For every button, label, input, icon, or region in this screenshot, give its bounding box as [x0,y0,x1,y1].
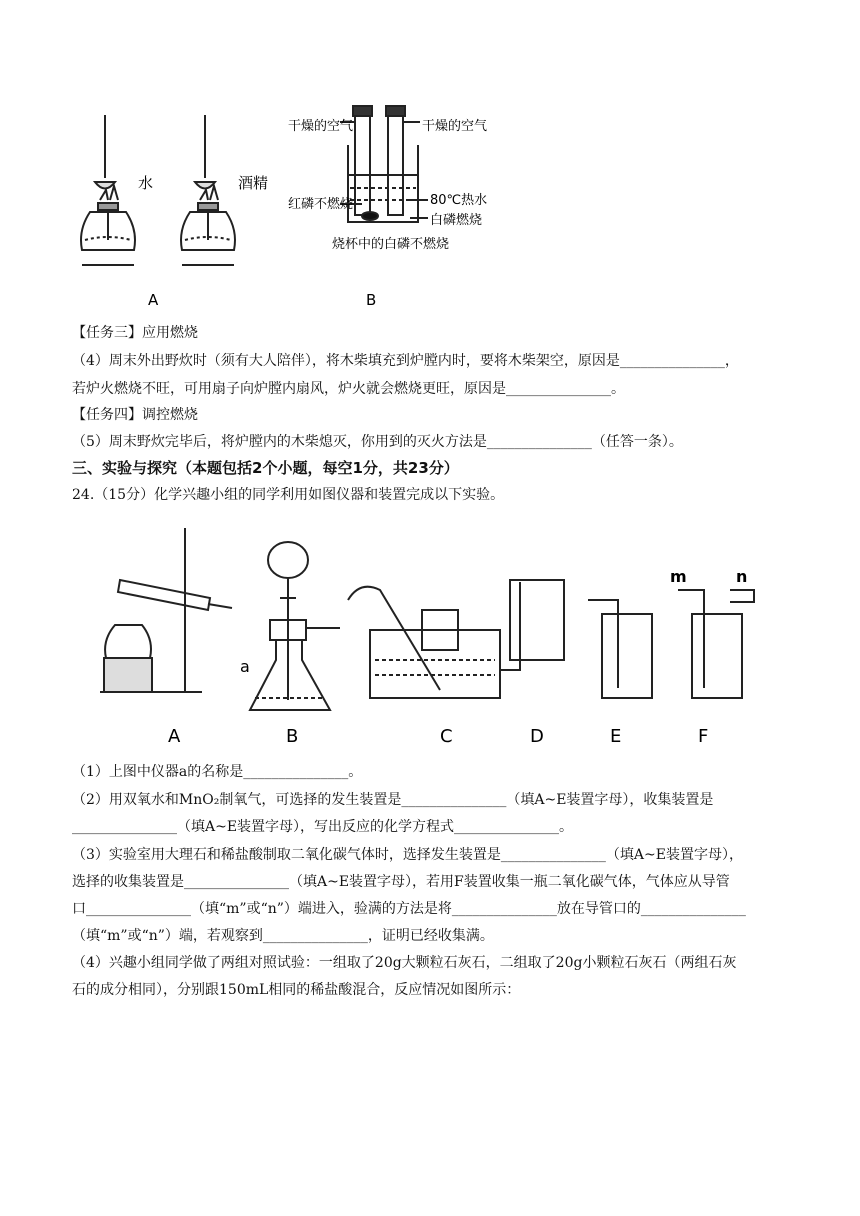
figure-apparatus [90,520,810,750]
part3-line3: 口_______________（填“m”或“n”）端进入，验满的方法是将_______________放在导管口的_______________ [72,901,746,917]
part4-line2: 石的成分相同），分别跟150mL相同的稀盐酸混合，反应情况如图所示： [72,982,521,998]
label-apparatus-c: C [440,726,453,747]
label-a: A [148,291,159,309]
apparatus-diagram [90,520,810,750]
part2-line1: （2）用双氧水和MnO₂制氧气，可选择的发生装置是_______________（填A~E装置字母），收集装置是 [72,792,714,808]
label-apparatus-d: D [530,726,544,747]
label-apparatus-f: F [698,726,709,747]
water-label: 水 [138,174,154,192]
part1-line: （1）上图中仪器a的名称是_______________。 [72,764,363,780]
label-m: m [670,567,687,586]
red-phosphorus-label: 红磷不燃烧 [288,197,354,212]
section3-title: 三、实验与探究（本题包括2个小题，每空1分，共23分） [72,459,459,477]
label-apparatus-b: B [286,726,299,747]
part3-line1: （3）实验室用大理石和稀盐酸制取二氧化碳气体时，选择发生装置是_______________（填A~E装置字母）， [72,847,743,863]
label-apparatus-a: A [168,726,181,747]
part4-line1: （4）兴趣小组同学做了两组对照试验：一组取了20g大颗粒石灰石，二组取了20g小颗粒石灰石（两组石灰 [72,955,737,971]
question5-line: （5）周末野炊完毕后，将炉膛内的木柴熄灭，你用到的灭火方法是_______________（任答一条）。 [72,434,683,450]
hot-water-label: 80℃热水 [430,193,488,208]
white-phosphorus-burns-label: 白磷燃烧 [430,213,483,228]
white-phosphorus-in-beaker-label: 烧杯中的白磷不燃烧 [332,237,450,252]
part3-line4: （填“m”或“n”）端，若观察到_______________，证明已经收集满。 [72,928,494,944]
combustion-diagram [70,100,490,315]
task3-title: 【任务三】应用燃烧 [72,325,198,341]
label-b: B [366,291,377,309]
part2-line2: _______________（填A~E装置字母），写出反应的化学方程式_______________。 [72,819,574,835]
figure-combustion [70,100,490,315]
alcohol-label: 酒精 [238,174,269,192]
question4-line2: 若炉火燃烧不旺，可用扇子向炉膛内扇风，炉火就会燃烧更旺，原因是_______________。 [72,381,625,397]
label-n: n [736,567,748,586]
dry-air-left-label: 干燥的空气 [288,119,354,134]
label-a-instrument: a [240,657,250,676]
question4-line1: （4）周末外出野炊时（须有大人陪伴），将木柴填充到炉膛内时，要将木柴架空，原因是_______________， [72,353,739,369]
task4-title: 【任务四】调控燃烧 [72,407,198,423]
part3-line2: 选择的收集装置是_______________（填A~E装置字母），若用F装置收集一瓶二氧化碳气体，气体应从导管 [72,874,730,890]
dry-air-right-label: 干燥的空气 [422,119,488,134]
label-apparatus-e: E [610,726,622,747]
question24-intro: 24.（15分）化学兴趣小组的同学利用如图仪器和装置完成以下实验。 [72,487,505,503]
